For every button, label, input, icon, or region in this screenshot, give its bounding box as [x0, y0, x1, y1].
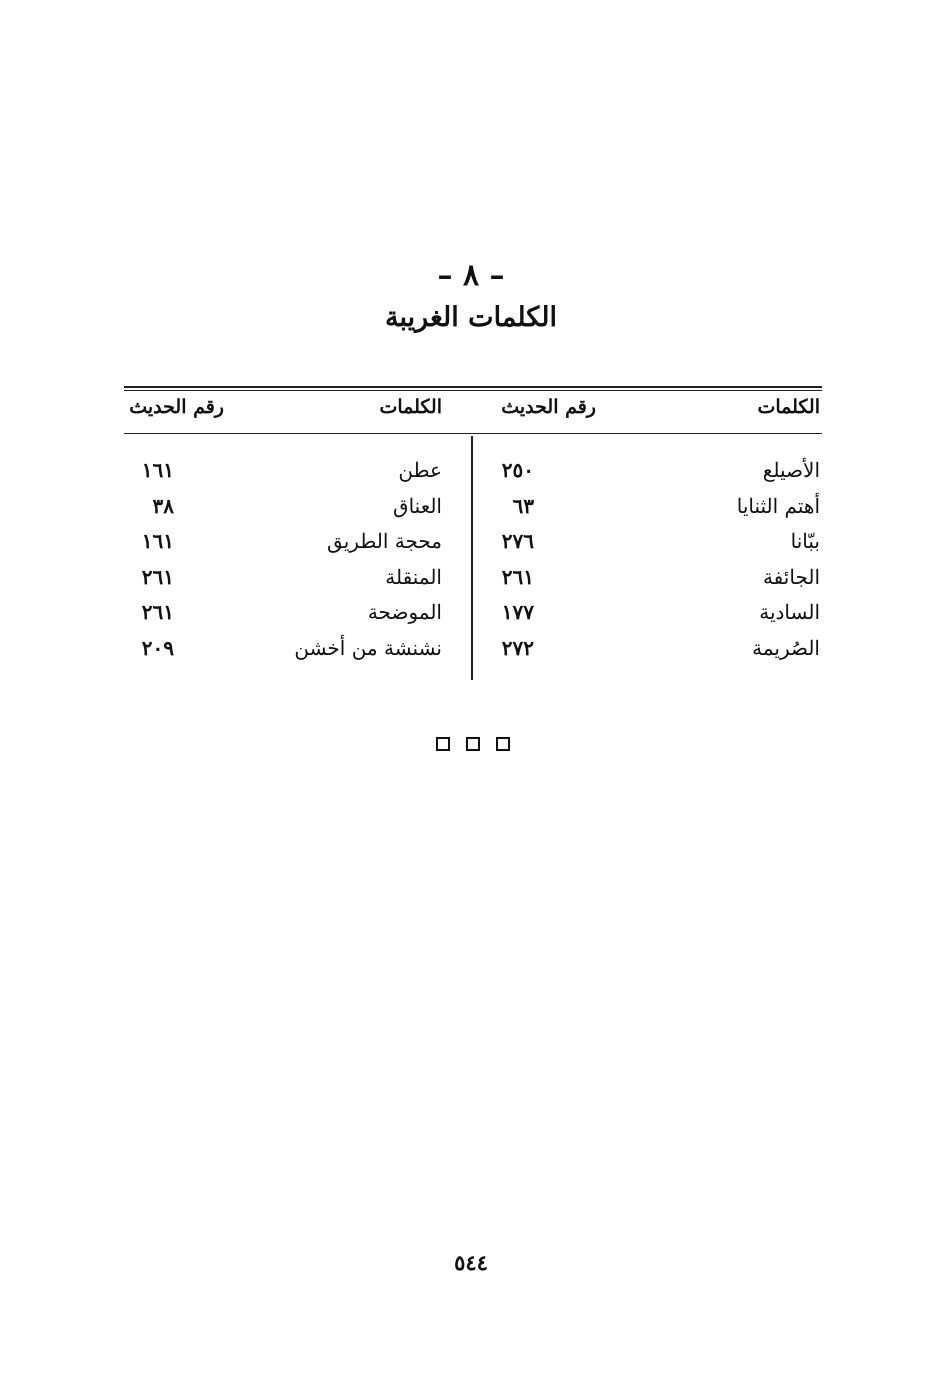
table-row [124, 529, 470, 565]
number-cell: ٣٨ [152, 493, 174, 518]
table-row [124, 636, 470, 672]
table-row [124, 494, 470, 530]
number-cell: ٢٦١ [141, 564, 174, 589]
number-cell: ٢٠٩ [141, 635, 174, 660]
table-row [124, 458, 470, 494]
number-cell: ٢٧٦ [501, 529, 534, 553]
word-cell: ببّانا [790, 529, 820, 553]
number-cell: ١٦١ [141, 529, 174, 553]
number-cell: ٢٦١ [501, 564, 534, 589]
word-cell: الصُريمة [752, 635, 820, 660]
table-row [474, 458, 820, 494]
table-row [474, 600, 820, 636]
number-cell: ٢٧٢ [501, 635, 534, 660]
number-cell: ١٦١ [141, 458, 174, 482]
word-cell: أهتم الثنايا [736, 493, 820, 518]
header-hadith-number: رقم الحديث [129, 396, 224, 418]
word-cell: محجة الطريق [327, 529, 442, 553]
square-icon [496, 737, 510, 751]
column-divider [471, 436, 473, 680]
words-table [124, 386, 822, 682]
header-words: الكلمات [757, 396, 820, 418]
rows-right [474, 458, 820, 671]
section-number: – ٨ – [437, 258, 505, 293]
square-icon [436, 737, 450, 751]
word-cell: نشنشة من أخشن [294, 635, 442, 660]
end-marks [436, 737, 516, 753]
page-title: الكلمات الغريبة [384, 302, 558, 333]
word-cell: المنقلة [385, 564, 442, 589]
header-words: الكلمات [379, 396, 442, 418]
table-row [474, 529, 820, 565]
page-number: ٥٤٤ [454, 1250, 488, 1275]
word-cell: عطن [398, 458, 442, 482]
table-row [474, 565, 820, 601]
word-cell: الموضحة [367, 600, 442, 624]
header-hadith-number: رقم الحديث [501, 396, 596, 418]
word-cell: العناق [393, 493, 442, 518]
word-cell: السادية [759, 600, 820, 624]
number-cell: ٢٦١ [141, 600, 174, 624]
word-cell: الأصيلع [762, 458, 820, 482]
table-row [124, 565, 470, 601]
table-row [124, 600, 470, 636]
rows-left [124, 458, 470, 671]
square-icon [466, 737, 480, 751]
number-cell: ٦٣ [512, 493, 534, 518]
table-half-right [474, 386, 820, 682]
table-row [474, 494, 820, 530]
word-cell: الجائفة [762, 564, 820, 589]
table-half-left [124, 386, 470, 682]
number-cell: ١٧٧ [501, 600, 534, 624]
table-row [474, 636, 820, 672]
number-cell: ٢٥٠ [501, 458, 534, 482]
